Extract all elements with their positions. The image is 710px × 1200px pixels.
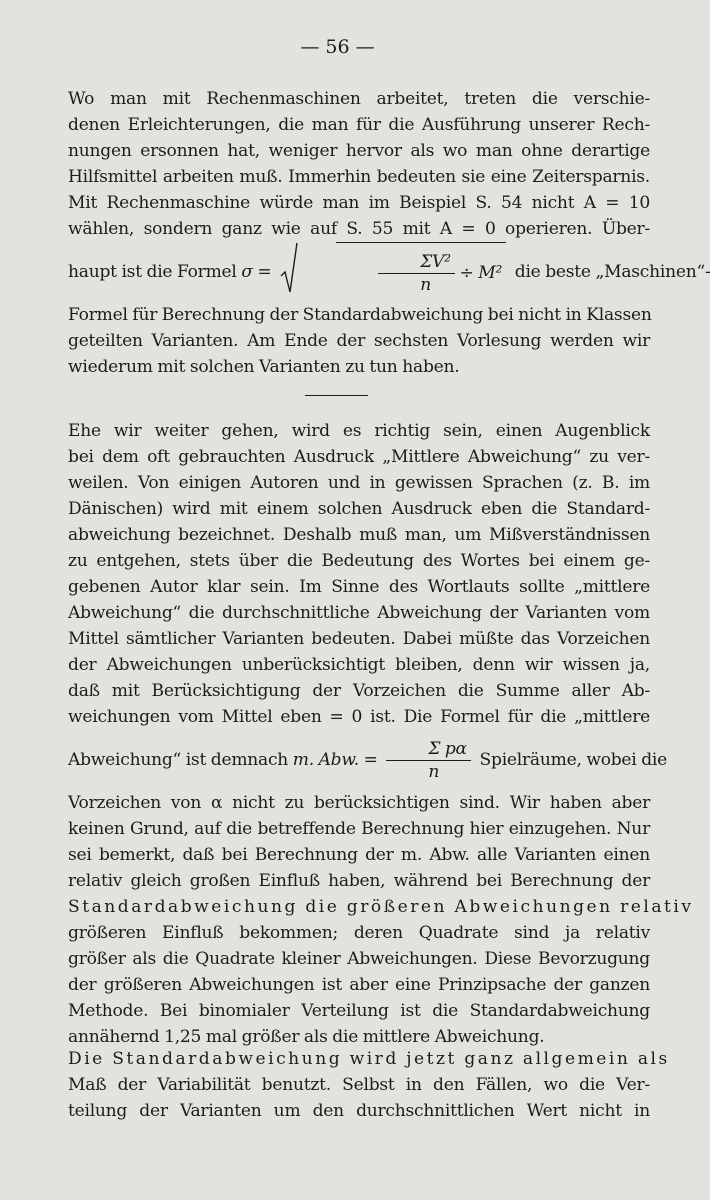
radical-sign-icon — [280, 242, 298, 294]
section-divider — [305, 395, 368, 396]
text-line: bei dem oft gebrauchten Ausdruck „Mittlere Abweichung“ zu ver- — [68, 447, 650, 467]
fraction-numerator: Σ pα — [386, 738, 471, 761]
text-line: Wo man mit Rechenmaschinen arbeitet, treten die verschie- — [68, 89, 650, 109]
text-line: größeren Einfluß bekommen; deren Quadrate sind ja relativ — [68, 923, 650, 943]
text-line: abweichung bezeichnet. Deshalb muß man, um Mißverständnissen — [68, 525, 650, 545]
text-line: Mittel sämtlicher Varianten bedeuten. Dabei müßte das Vorzeichen — [68, 629, 650, 649]
text-line: Hilfsmittel arbeiten muß. Immerhin bedeuten sie eine Zeitersparnis. — [68, 167, 650, 187]
text-line: Mit Rechenmaschine würde man im Beispiel S. 54 nicht A = 10 — [68, 193, 650, 213]
formula-line-mittlere — [30, 730, 667, 790]
text-line: Methode. Bei binomialer Verteilung ist die Standardabweichung — [68, 1001, 650, 1021]
text-line: der Abweichungen unberücksichtigt bleiben, denn wir wissen ja, — [68, 655, 650, 675]
radicand — [336, 242, 506, 303]
text-line: wiederum mit solchen Varianten zu tun haben. — [68, 357, 460, 377]
formula-lead-text: Abweichung“ ist demnach — [68, 750, 289, 770]
text-line-spaced: Standardabweichung die größeren Abweichungen relativ — [68, 897, 694, 917]
formula-trail-text: die beste „Maschinen“- — [514, 262, 710, 282]
formula-lead-text: haupt ist die Formel — [68, 262, 237, 282]
fraction-numerator: ΣV² — [378, 251, 455, 274]
fraction-sum-p-alpha — [386, 738, 471, 783]
fraction-denominator: n — [428, 762, 440, 782]
square-root — [280, 242, 506, 303]
text-line: Dänischen) wird mit einem solchen Ausdruck eben die Standard- — [68, 499, 650, 519]
fraction-denominator: n — [420, 275, 431, 295]
text-line: Abweichung“ die durchschnittliche Abweichung der Varianten vom — [68, 603, 650, 623]
paragraph-standardabweichung — [30, 1046, 670, 1124]
formula-sigma: σ = — [241, 262, 272, 282]
text-line-spaced: Die Standardabweichung wird jetzt ganz allgemein als — [68, 1049, 670, 1069]
text-line: Formel für Berechnung der Standardabweichung bei nicht in Klassen — [68, 305, 652, 325]
text-line: Vorzeichen von α nicht zu berücksichtigen sind. Wir haben aber — [68, 793, 650, 813]
text-line: nungen ersonnen hat, weniger hervor als wo man ohne derartige — [68, 141, 650, 161]
formula-line-sigma — [30, 242, 710, 302]
formula-m-abw: m. Abw. = — [292, 750, 378, 770]
text-line: der größeren Abweichungen ist aber eine Prinzipsache der ganzen — [68, 975, 650, 995]
paragraph-rechenmaschinen — [30, 86, 710, 380]
text-line: wählen, sondern ganz wie auf S. 55 mit A = 0 operieren. Über- — [68, 219, 650, 239]
paragraph-mittlere-abweichung — [30, 418, 694, 1050]
formula-minus-m-squared: ÷ M² — [459, 263, 503, 283]
text-line: größer als die Quadrate kleiner Abweichungen. Diese Bevorzugung — [68, 949, 650, 969]
text-line: Ehe wir weiter gehen, wird es richtig sein, einen Augenblick — [68, 421, 650, 441]
text-line: sei bemerkt, daß bei Berechnung der m. Abw. alle Varianten einen — [68, 845, 650, 865]
text-line: geteilten Varianten. Am Ende der sechsten Vorlesung werden wir — [68, 331, 650, 351]
text-line: daß mit Berücksichtigung der Vorzeichen die Summe aller Ab- — [68, 681, 650, 701]
text-line: Maß der Variabilität benutzt. Selbst in den Fällen, wo die Ver- — [68, 1075, 650, 1095]
page-number: — 56 — — [300, 36, 375, 58]
text-line: weichungen vom Mittel eben = 0 ist. Die Formel für die „mittlere — [68, 707, 650, 727]
text-line: teilung der Varianten um den durchschnittlichen Wert nicht in — [68, 1101, 650, 1121]
text-line: relativ gleich großen Einfluß haben, während bei Berechnung der — [68, 871, 650, 891]
text-line: keinen Grund, auf die betreffende Berechnung hier einzugehen. Nur — [68, 819, 650, 839]
formula-trail-text: Spielräume, wobei die — [479, 750, 667, 770]
text-line: gebenen Autor klar sein. Im Sinne des Wortlauts sollte „mittlere — [68, 577, 650, 597]
fraction-sum-v-squared — [378, 251, 455, 296]
text-line: weilen. Von einigen Autoren und in gewissen Sprachen (z. B. im — [68, 473, 650, 493]
text-line: denen Erleichterungen, die man für die Ausführung unserer Rech- — [68, 115, 650, 135]
text-line: zu entgehen, stets über die Bedeutung des Wortes bei einem ge- — [68, 551, 650, 571]
text-line: annähernd 1,25 mal größer als die mittlere Abweichung. — [68, 1027, 545, 1047]
